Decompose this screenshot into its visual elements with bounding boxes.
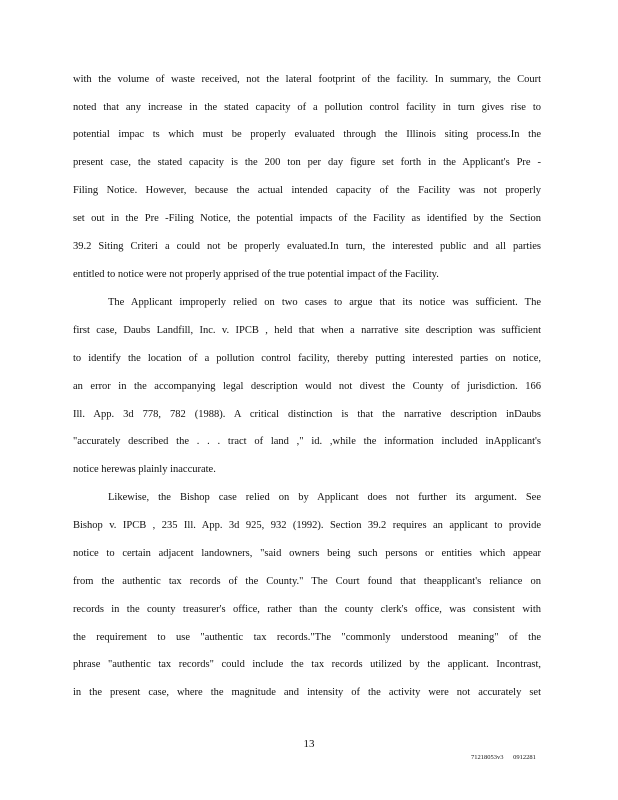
document-id: 71218053v3 0912281 [471, 754, 536, 761]
body-line: Ill. App. 3d 778, 782 (1988). A critical distinction is that the narrative description inDaubs [73, 409, 541, 420]
body-line: present case, the stated capacity is the 200 ton per day figure set forth in the Applicant's Pre - [73, 157, 541, 168]
body-line: first case, Daubs Landfill, Inc. v. IPCB , held that when a narrative site description was sufficient [73, 325, 541, 336]
body-line: notice herewas plainly inaccurate. [73, 464, 216, 475]
body-line: notice to certain adjacent landowners, "said owners being such persons or entities which appear [73, 548, 541, 559]
body-line: in the present case, where the magnitude and intensity of the activity were not accurately set [73, 687, 541, 698]
body-line: 39.2 Siting Criteri a could not be properly evaluated.In turn, the interested public and all parties [73, 241, 541, 252]
body-line: records in the county treasurer's office, rather than the county clerk's office, was consistent with [73, 604, 541, 615]
body-line: Filing Notice. However, because the actual intended capacity of the Facility was not properly [73, 185, 541, 196]
body-line: phrase "authentic tax records" could include the tax records utilized by the applicant. Incontrast, [73, 659, 541, 670]
body-line: Likewise, the Bishop case relied on by Applicant does not further its argument. See [108, 492, 541, 503]
body-line: noted that any increase in the stated capacity of a pollution control facility in turn gives rise to [73, 102, 541, 113]
body-line: with the volume of waste received, not the lateral footprint of the facility. In summary, the Court [73, 74, 541, 85]
body-line: set out in the Pre -Filing Notice, the potential impacts of the Facility as identified by the Section [73, 213, 541, 224]
body-line: potential impac ts which must be properly evaluated through the Illinois siting process.In the [73, 129, 541, 140]
page-number: 13 [303, 738, 315, 750]
body-line: the requirement to use "authentic tax records."The "commonly understood meaning" of the [73, 632, 541, 643]
body-line: Bishop v. IPCB , 235 Ill. App. 3d 925, 932 (1992). Section 39.2 requires an applicant to provide [73, 520, 541, 531]
body-line: entitled to notice were not properly apprised of the true potential impact of the Facility. [73, 269, 439, 280]
body-line: from the authentic tax records of the County." The Court found that theapplicant's reliance on [73, 576, 541, 587]
body-line: an error in the accompanying legal description would not divest the County of jurisdiction. 166 [73, 381, 541, 392]
body-line: "accurately described the . . . tract of land ," id. ,while the information included inApplicant's [73, 436, 541, 447]
body-line: to identify the location of a pollution control facility, thereby putting interested parties on notice, [73, 353, 541, 364]
body-line: The Applicant improperly relied on two cases to argue that its notice was sufficient. The [108, 297, 541, 308]
